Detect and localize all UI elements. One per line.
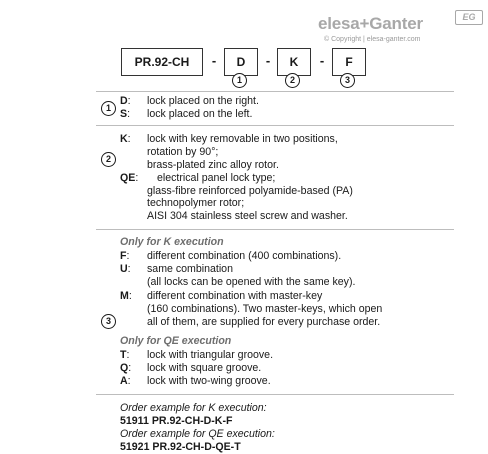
- marker-2-icon: 2: [101, 152, 116, 167]
- code-k-box: K: [277, 48, 311, 76]
- option-key: T: [120, 349, 127, 361]
- code-f-box: F: [332, 48, 366, 76]
- option-f: F:: [120, 250, 130, 262]
- code-dash: -: [211, 53, 217, 68]
- option-text: (160 combinations). Two master-keys, which open: [147, 303, 383, 315]
- option-key: K: [120, 133, 128, 145]
- logo-copyright: © Copyright | elesa-ganter.com: [324, 36, 421, 43]
- order-example-k-code: 51911 PR.92-CH-D-K-F: [120, 415, 233, 427]
- qe-execution-heading: Only for QE execution: [120, 335, 232, 347]
- elesa-ganter-logo: [318, 10, 484, 46]
- order-example-k-title: Order example for K execution:: [120, 402, 267, 414]
- option-t: T:: [120, 349, 130, 361]
- option-key: A: [120, 375, 128, 387]
- option-text: (all locks can be opened with the same key).: [147, 276, 356, 288]
- option-m: M:: [120, 290, 132, 302]
- logo-badge: EG: [455, 10, 483, 25]
- option-text: same combination: [147, 263, 233, 275]
- option-key: Q: [120, 362, 129, 374]
- option-key: D: [120, 95, 128, 107]
- option-text: different combination (400 combinations).: [147, 250, 342, 262]
- marker-1-icon: 1: [101, 101, 116, 116]
- order-example-qe-code: 51921 PR.92-CH-D-QE-T: [120, 441, 241, 453]
- option-text: lock with triangular groove.: [147, 349, 274, 361]
- code-d-box: D: [224, 48, 258, 76]
- divider: [96, 394, 454, 395]
- option-text: glass-fibre reinforced polyamide-based (PA): [147, 185, 353, 197]
- marker-2-icon: 2: [285, 73, 300, 88]
- option-key: S: [120, 108, 128, 120]
- option-text: lock with square groove.: [147, 362, 262, 374]
- marker-3-icon: 3: [101, 314, 116, 329]
- marker-1-icon: 1: [232, 73, 247, 88]
- k-execution-heading: Only for K execution: [120, 236, 224, 248]
- option-key: QE: [120, 172, 136, 184]
- option-text: rotation by 90°;: [147, 146, 219, 158]
- code-base-box: PR.92-CH: [121, 48, 203, 76]
- option-key: M: [120, 290, 129, 302]
- order-example-qe-title: Order example for QE execution:: [120, 428, 275, 440]
- option-text: all of them, are supplied for every purchase order.: [147, 316, 381, 328]
- option-q: Q:: [120, 362, 132, 374]
- code-dash: -: [319, 53, 325, 68]
- option-qe: QE:: [120, 172, 139, 184]
- option-text: brass-plated zinc alloy rotor.: [147, 159, 279, 171]
- code-dash: -: [265, 53, 271, 68]
- option-text: electrical panel lock type;: [157, 172, 276, 184]
- option-s: S:: [120, 108, 131, 120]
- option-u: U:: [120, 263, 131, 275]
- option-a: A:: [120, 375, 131, 387]
- option-text: lock placed on the right.: [147, 95, 259, 107]
- divider: [96, 125, 454, 126]
- option-text: technopolymer rotor;: [147, 197, 245, 209]
- divider: [96, 91, 454, 92]
- option-d: D:: [120, 95, 131, 107]
- marker-3-icon: 3: [340, 73, 355, 88]
- option-text: lock with two-wing groove.: [147, 375, 271, 387]
- option-text: lock placed on the left.: [147, 108, 253, 120]
- divider: [96, 229, 454, 230]
- option-text: lock with key removable in two positions,: [147, 133, 338, 145]
- option-key: U: [120, 263, 128, 275]
- option-key: F: [120, 250, 127, 262]
- option-k: K:: [120, 133, 131, 145]
- option-text: AISI 304 stainless steel screw and washer.: [147, 210, 348, 222]
- logo-brand: elesa+Ganter: [318, 14, 423, 33]
- option-text: different combination with master-key: [147, 290, 323, 302]
